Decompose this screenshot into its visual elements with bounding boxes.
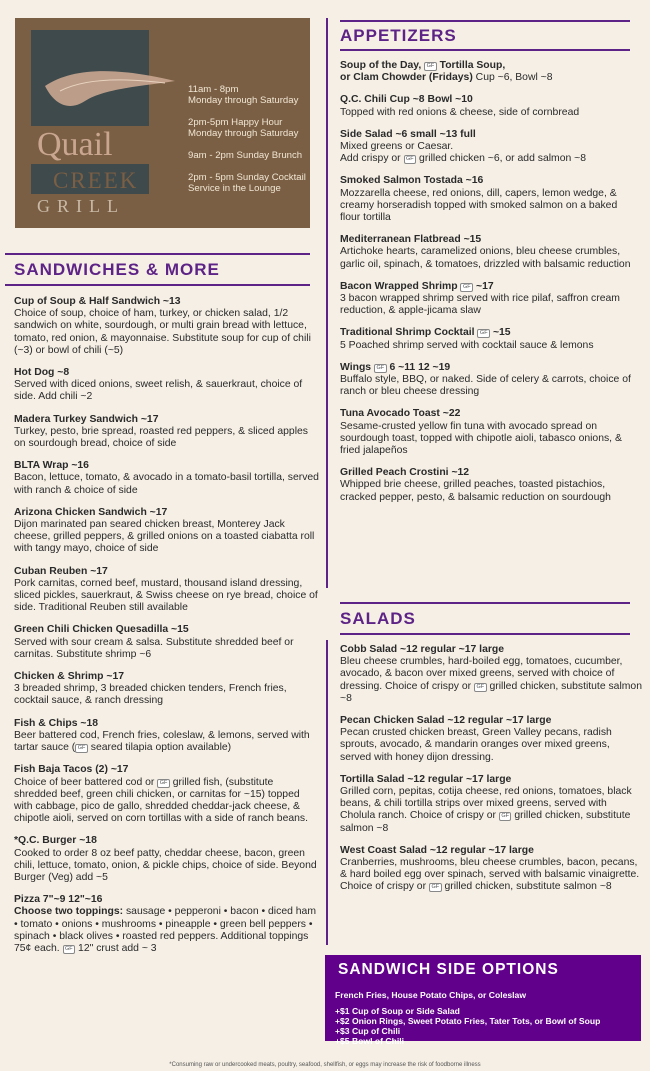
logo-name-mid: CREEK: [53, 168, 139, 193]
item-title: Fish Baja Tacos (2) ~17: [14, 764, 129, 776]
menu-item: [340, 774, 642, 835]
gluten-free-icon: GF: [75, 744, 88, 753]
item-desc: [340, 153, 640, 165]
title-part: Bacon Wrapped Shrimp: [340, 280, 461, 292]
item-title: Madera Turkey Sandwich ~17: [14, 413, 159, 425]
desc-part: 12" crust add ~ 3: [75, 942, 157, 954]
menu-item: [340, 467, 640, 504]
item-title: *Q.C. Burger ~18: [14, 835, 97, 847]
item-title: Cobb Salad ~12 regular ~17 large: [340, 644, 505, 655]
menu-item: [14, 367, 319, 404]
hours-line: 11am - 8pm: [188, 84, 239, 95]
side-option-line: +$5 Bowl of Chili: [335, 1036, 404, 1046]
item-title: Tortilla Salad ~12 regular ~17 large: [340, 773, 512, 785]
menu-item: [340, 715, 642, 764]
hours-line: Monday through Saturday: [188, 128, 299, 139]
column-divider: [326, 18, 328, 588]
sandwich-side-options-panel: [325, 955, 641, 1046]
title-part: or Clam Chowder (Fridays): [340, 72, 473, 84]
item-title: [340, 281, 640, 293]
desc-part: Add crispy or: [340, 153, 404, 165]
item-desc: Mixed greens or Caesar.: [340, 141, 454, 153]
item-desc: Artichoke hearts, caramelized onions, bleu cheese crumbles, garlic oil, spinach, & tomatoes, drizzled with balsamic reduction: [340, 246, 631, 270]
item-title: [340, 327, 640, 339]
item-desc: [14, 730, 319, 754]
item-title: Arizona Chicken Sandwich ~17: [14, 506, 168, 518]
gluten-free-icon: GF: [63, 945, 76, 954]
side-option-line: +$2 Onion Rings, Sweet Potato Fries, Tater Tots, or Bowl of Soup: [335, 1016, 601, 1026]
gluten-free-icon: GF: [157, 779, 170, 788]
hours-line: 2pm - 5pm Sunday Cocktail: [188, 172, 306, 183]
gluten-free-icon: GF: [460, 283, 473, 292]
gluten-free-icon: GF: [404, 155, 417, 164]
logo-hours-panel: [15, 18, 310, 228]
item-title: Pecan Chicken Salad ~12 regular ~17 large: [340, 715, 552, 727]
menu-item: [14, 718, 319, 755]
menu-item: [340, 327, 640, 351]
menu-item: [14, 835, 319, 884]
menu-item: [340, 129, 640, 166]
menu-item: [340, 362, 640, 399]
item-desc: Buffalo style, BBQ, or naked. Side of celery & carrots, choice of ranch or bleu cheese dressing: [340, 374, 631, 398]
gluten-free-icon: GF: [477, 329, 490, 338]
item-desc: 5 Poached shrimp served with cocktail sauce & lemons: [340, 339, 594, 351]
salads-top-rule: [340, 602, 630, 604]
item-desc: Pecan crusted chicken breast, Green Valley pecans, radish sprouts, avocado, & mandarin oranges over mixed greens, served with honey dijon dressing.: [340, 727, 612, 763]
item-desc: [340, 656, 642, 705]
desc-part: Choice of beer battered cod or: [14, 776, 158, 788]
desc-part: grilled chicken, substitute salmon ~8: [340, 810, 631, 834]
item-title: Fish & Chips ~18: [14, 717, 99, 729]
item-title: BLTA Wrap ~16: [14, 460, 89, 472]
side-option-line: +$3 Cup of Chili: [335, 1026, 401, 1036]
title-part: Wings: [340, 361, 374, 373]
gluten-free-icon: GF: [429, 883, 442, 892]
appetizers-top-rule: [340, 20, 630, 22]
item-desc: [14, 906, 319, 955]
hours-line: Service in the Lounge: [188, 183, 281, 194]
item-desc: [340, 786, 642, 835]
menu-item: [14, 894, 319, 955]
logo-name-top: Quail: [37, 126, 113, 163]
menu-item: [14, 460, 319, 497]
side-options-heading: SANDWICH SIDE OPTIONS: [338, 961, 559, 978]
menu-item: [340, 94, 640, 118]
item-desc: Served with diced onions, sweet relish, & sauerkraut, choice of side. Add chili ~2: [14, 379, 303, 403]
item-title: Q.C. Chili Cup ~8 Bowl ~10: [340, 94, 473, 106]
menu-item: [14, 414, 319, 451]
item-title: Hot Dog ~8: [14, 367, 70, 379]
item-desc: Whipped brie cheese, grilled peaches, toasted pistachios, cracked pepper, pesto, & balsamic reduction on sourdough: [340, 479, 611, 503]
menu-item: [14, 566, 319, 615]
item-title: Smoked Salmon Tostada ~16: [340, 175, 484, 187]
item-title: Side Salad ~6 small ~13 full: [340, 128, 476, 140]
quail-creek-logo: [25, 26, 175, 221]
title-part: Soup of the Day,: [340, 60, 425, 71]
price-part: Cup ~6, Bowl ~8: [472, 72, 553, 84]
menu-item: [340, 845, 642, 894]
menu-item: [14, 507, 319, 556]
column-divider: [326, 640, 328, 945]
menu-item: [14, 296, 319, 357]
gluten-free-icon: GF: [474, 683, 487, 692]
item-desc: [340, 72, 640, 84]
desc-part: Bleu cheese crumbles, hard-boiled egg, tomatoes, cucumber, avocado, & bacon over mixed greens, served with choice of dressing. Choice of crispy or: [340, 656, 623, 692]
menu-item: [340, 408, 640, 457]
gluten-free-icon: GF: [424, 62, 437, 71]
item-title: Grilled Peach Crostini ~12: [340, 467, 470, 479]
item-title: Green Chili Chicken Quesadilla ~15: [14, 624, 189, 636]
item-desc: Served with sour cream & salsa. Substitute shredded beef or carnitas. Substitute shrimp ~6: [14, 636, 294, 660]
item-title: Pizza 7"~9 12"~16: [14, 894, 103, 906]
sandwiches-top-rule: [5, 253, 310, 255]
side-option-line: +$1 Cup of Soup or Side Salad: [335, 1006, 460, 1016]
item-desc: Sesame-crusted yellow fin tuna with avocado spread on sourdough toast, topped with chipotle aioli, tabasco onions, & fried jalapeños: [340, 420, 622, 457]
item-title: [340, 362, 640, 374]
item-desc: Topped with red onions & cheese, side of cornbread: [340, 106, 580, 118]
side-option-line: French Fries, House Potato Chips, or Coleslaw: [335, 990, 527, 1000]
desc-part: grilled chicken, substitute salmon ~8: [441, 881, 612, 893]
menu-item: [340, 234, 640, 271]
desc-part: grilled chicken, substitute salmon ~8: [340, 680, 642, 704]
health-disclaimer: *Consuming raw or undercooked meats, poultry, seafood, shellfish, or eggs may increase the risk of foodborne illness: [169, 1062, 481, 1068]
business-hours: [188, 84, 323, 205]
menu-item: [340, 60, 640, 84]
desc-part: seared tilapia option available): [87, 742, 232, 754]
sandwiches-list: [14, 296, 319, 965]
salads-list: [340, 644, 642, 904]
sandwiches-bottom-rule: [5, 284, 310, 286]
appetizers-list: [340, 60, 640, 514]
item-desc: Dijon marinated pan seared chicken breast, Monterey Jack cheese, grilled peppers, & grilled onions on a toasted ciabatta roll with tangy mayo, choice of side: [14, 519, 315, 555]
menu-item: [14, 624, 319, 661]
menu-item: [14, 671, 319, 708]
appetizers-heading: APPETIZERS: [340, 26, 457, 45]
desc-part: Cranberries, mushrooms, bleu cheese crumbles, bacon, pecans, & hard boiled egg over spinach, served with balsamic vinaigrette. Choice of crispy or: [340, 857, 640, 893]
menu-item: [340, 644, 642, 705]
gluten-free-icon: GF: [499, 812, 512, 821]
title-part: ~17: [473, 280, 494, 292]
title-part: 6 ~11 12 ~19: [386, 361, 451, 373]
desc-part: Grilled corn, pepitas, cotija cheese, red onions, tomatoes, black beans, & chili tortilla strips over mixed greens, served with Cholula ranch. Choice of crispy or: [340, 786, 632, 822]
item-desc: Turkey, pesto, brie spread, roasted red peppers, & sliced apples on sourdough bread, choice of side: [14, 425, 308, 450]
menu-item: [340, 175, 640, 224]
item-desc: [340, 857, 642, 894]
item-desc: Mozzarella cheese, red onions, dill, capers, lemon wedge, & creamy horseradish topped with smoked salmon on a baked flour tortilla: [340, 187, 618, 224]
hours-line: Monday through Saturday: [188, 95, 299, 106]
item-title: West Coast Salad ~12 regular ~17 large: [340, 844, 534, 856]
salads-bottom-rule: [340, 633, 630, 635]
item-title: Tuna Avocado Toast ~22: [340, 408, 461, 420]
item-desc: Bacon, lettuce, tomato, & avocado in a tomato-basil tortilla, served with ranch & choice of side: [14, 472, 319, 496]
desc-part: Beer battered cod, French fries, coleslaw, & lemons, served with tartar sauce (: [14, 729, 310, 754]
desc-part: sausage • pepperoni • bacon • diced ham • tomato • onions • mushrooms • pineapple • green bell peppers • spinach • black olives • roasted red peppers. Additional toppings 75¢ each.: [14, 906, 316, 954]
gluten-free-icon: GF: [374, 364, 387, 373]
item-title: Chicken & Shrimp ~17: [14, 671, 125, 683]
salads-heading: SALADS: [340, 609, 416, 628]
item-desc: 3 bacon wrapped shrimp served with rice pilaf, saffron cream reduction, & apple-jicama slaw: [340, 293, 620, 317]
item-desc: 3 breaded shrimp, 3 breaded chicken tenders, French fries, cocktail sauce, & ranch dressing: [14, 683, 287, 707]
item-title: Cuban Reuben ~17: [14, 565, 108, 577]
sandwiches-heading: SANDWICHES & MORE: [14, 260, 220, 279]
desc-part: grilled fish, (substitute shredded beef, green chili chicken, or carnitas for ~15) topped with cabbage, pico de gallo, shredded cheddar-jack cheese, & chipotle aioli, served on corn tortillas with a side of ranch beans.: [14, 776, 308, 825]
item-desc: Choice of soup, choice of ham, turkey, or chicken salad, 1/2 sandwich on white, sourdough, or multi grain bread with lettuce, tomato, red onion, & mayonnaise. Substitute soup for cup of chili (~3) or bowl of chili (~5): [14, 308, 311, 356]
hours-line: 9am - 2pm Sunday Brunch: [188, 150, 303, 161]
desc-part: grilled chicken ~6, or add salmon ~8: [416, 153, 586, 165]
item-desc: Cooked to order 8 oz beef patty, cheddar cheese, bacon, green chili, lettuce, tomato, onion, & pickle chips, choice of side. Beyond Burger (Veg) add ~5: [14, 847, 317, 883]
item-title: [340, 60, 640, 72]
item-desc: [14, 777, 319, 826]
appetizers-bottom-rule: [340, 49, 630, 51]
item-desc: Pork carnitas, corned beef, mustard, thousand island dressing, sliced pickles, sauerkraut, & Swiss cheese on rye bread, choice of side. Traditional Reuben still available: [14, 577, 318, 614]
menu-item: [14, 764, 319, 825]
logo-name-bottom: GRILL: [37, 196, 125, 216]
title-part: ~15: [490, 327, 511, 339]
item-title: Cup of Soup & Half Sandwich ~13: [14, 296, 181, 307]
title-part: Tortilla Soup,: [436, 60, 506, 71]
item-title: Mediterranean Flatbread ~15: [340, 234, 482, 246]
desc-lead: Choose two toppings:: [14, 906, 124, 918]
title-part: Traditional Shrimp Cocktail: [340, 327, 478, 339]
hours-line: 2pm-5pm Happy Hour: [188, 117, 283, 128]
menu-item: [340, 281, 640, 318]
